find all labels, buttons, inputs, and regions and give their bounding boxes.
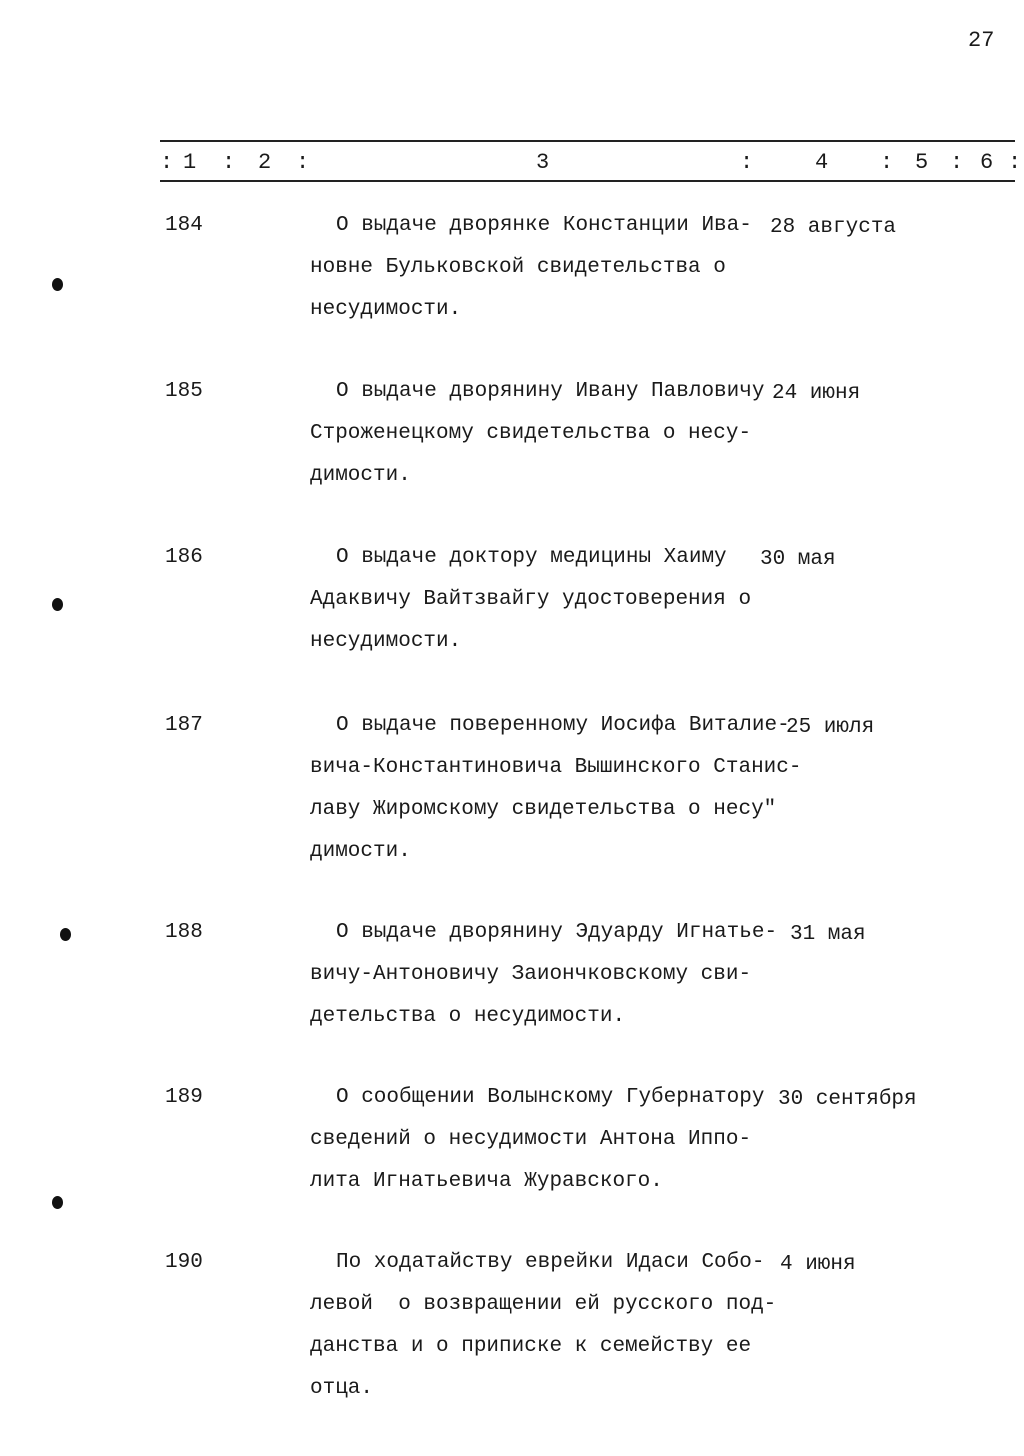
- entry-text-line: Строженецкому свидетельства о несу-: [310, 422, 752, 445]
- entry-number: 189: [165, 1086, 203, 1109]
- column-separator: :: [222, 150, 236, 175]
- entry-text-line: лаву Жиромскому свидетельства о несу": [310, 798, 777, 821]
- entry-text-line: детельства о несудимости.: [310, 1005, 626, 1028]
- entry-date: 24 июня: [772, 382, 861, 405]
- entry-date: 25 июля: [786, 716, 875, 739]
- entry-text-line: О выдаче дворянину Эдуарду Игнатье-: [336, 921, 778, 944]
- entry-text-line: О выдаче дворянину Ивану Павловичу: [336, 380, 765, 403]
- entry-text-line: лита Игнатьевича Журавского.: [310, 1170, 663, 1193]
- entry-number: 188: [165, 921, 203, 944]
- column-separator: :: [160, 150, 174, 175]
- entry-text-line: димости.: [310, 840, 411, 863]
- column-separator: :: [296, 150, 310, 175]
- column-separator: :: [950, 150, 964, 175]
- entry-text-line: несудимости.: [310, 298, 462, 321]
- entry-date: 4 июня: [780, 1253, 856, 1276]
- entry-number: 185: [165, 380, 203, 403]
- entry-number: 184: [165, 214, 203, 237]
- entry-date: 30 мая: [760, 548, 836, 571]
- entry-text-line: данства и о приписке к семейству ее: [310, 1335, 752, 1358]
- column-header-3: 3: [536, 150, 550, 175]
- entry-number: 190: [165, 1251, 203, 1274]
- entry-text-line: По ходатайству еврейки Идаси Собо-: [336, 1251, 765, 1274]
- entry-text-line: вича-Константиновича Вышинского Станис-: [310, 756, 802, 779]
- column-separator: :: [880, 150, 894, 175]
- entry-text-line: отца.: [310, 1377, 374, 1400]
- entry-text-line: димости.: [310, 464, 411, 487]
- entry-date: 31 мая: [790, 923, 866, 946]
- entry-number: 187: [165, 714, 203, 737]
- column-header-5: 5: [915, 150, 929, 175]
- column-separator: :: [1008, 150, 1022, 175]
- entry-text-line: О выдаче доктору медицины Хаиму: [336, 546, 727, 569]
- entry-text-line: О выдаче дворянке Констанции Ива-: [336, 214, 752, 237]
- punch-hole-mark: [60, 928, 71, 941]
- entry-text-line: вичу-Антоновичу Заиончковскому сви-: [310, 963, 752, 986]
- entry-text-line: Адаквичу Вайтзвайгу удостоверения о: [310, 588, 752, 611]
- entry-text-line: левой о возвращении ей русского под-: [310, 1293, 777, 1316]
- entry-text-line: новне Бульковской свидетельства о: [310, 256, 726, 279]
- column-separator: :: [740, 150, 754, 175]
- column-header-2: 2: [258, 150, 272, 175]
- punch-hole-mark: [52, 1196, 63, 1209]
- column-header-4: 4: [815, 150, 829, 175]
- entry-text-line: О выдаче поверенному Иосифа Виталие-: [336, 714, 790, 737]
- entry-text-line: сведений о несудимости Антона Иппо-: [310, 1128, 752, 1151]
- entry-date: 28 августа: [770, 216, 897, 239]
- entry-number: 186: [165, 546, 203, 569]
- entry-date: 30 сентября: [778, 1088, 917, 1111]
- header-top-rule: [160, 140, 1015, 142]
- entry-text-line: несудимости.: [310, 630, 462, 653]
- header-bottom-rule: [160, 180, 1015, 182]
- entry-text-line: О сообщении Волынскому Губернатору: [336, 1086, 765, 1109]
- punch-hole-mark: [52, 598, 63, 611]
- column-header-6: 6: [980, 150, 994, 175]
- punch-hole-mark: [52, 278, 63, 291]
- column-header-1: 1: [183, 150, 197, 175]
- page-number: 27: [968, 28, 995, 53]
